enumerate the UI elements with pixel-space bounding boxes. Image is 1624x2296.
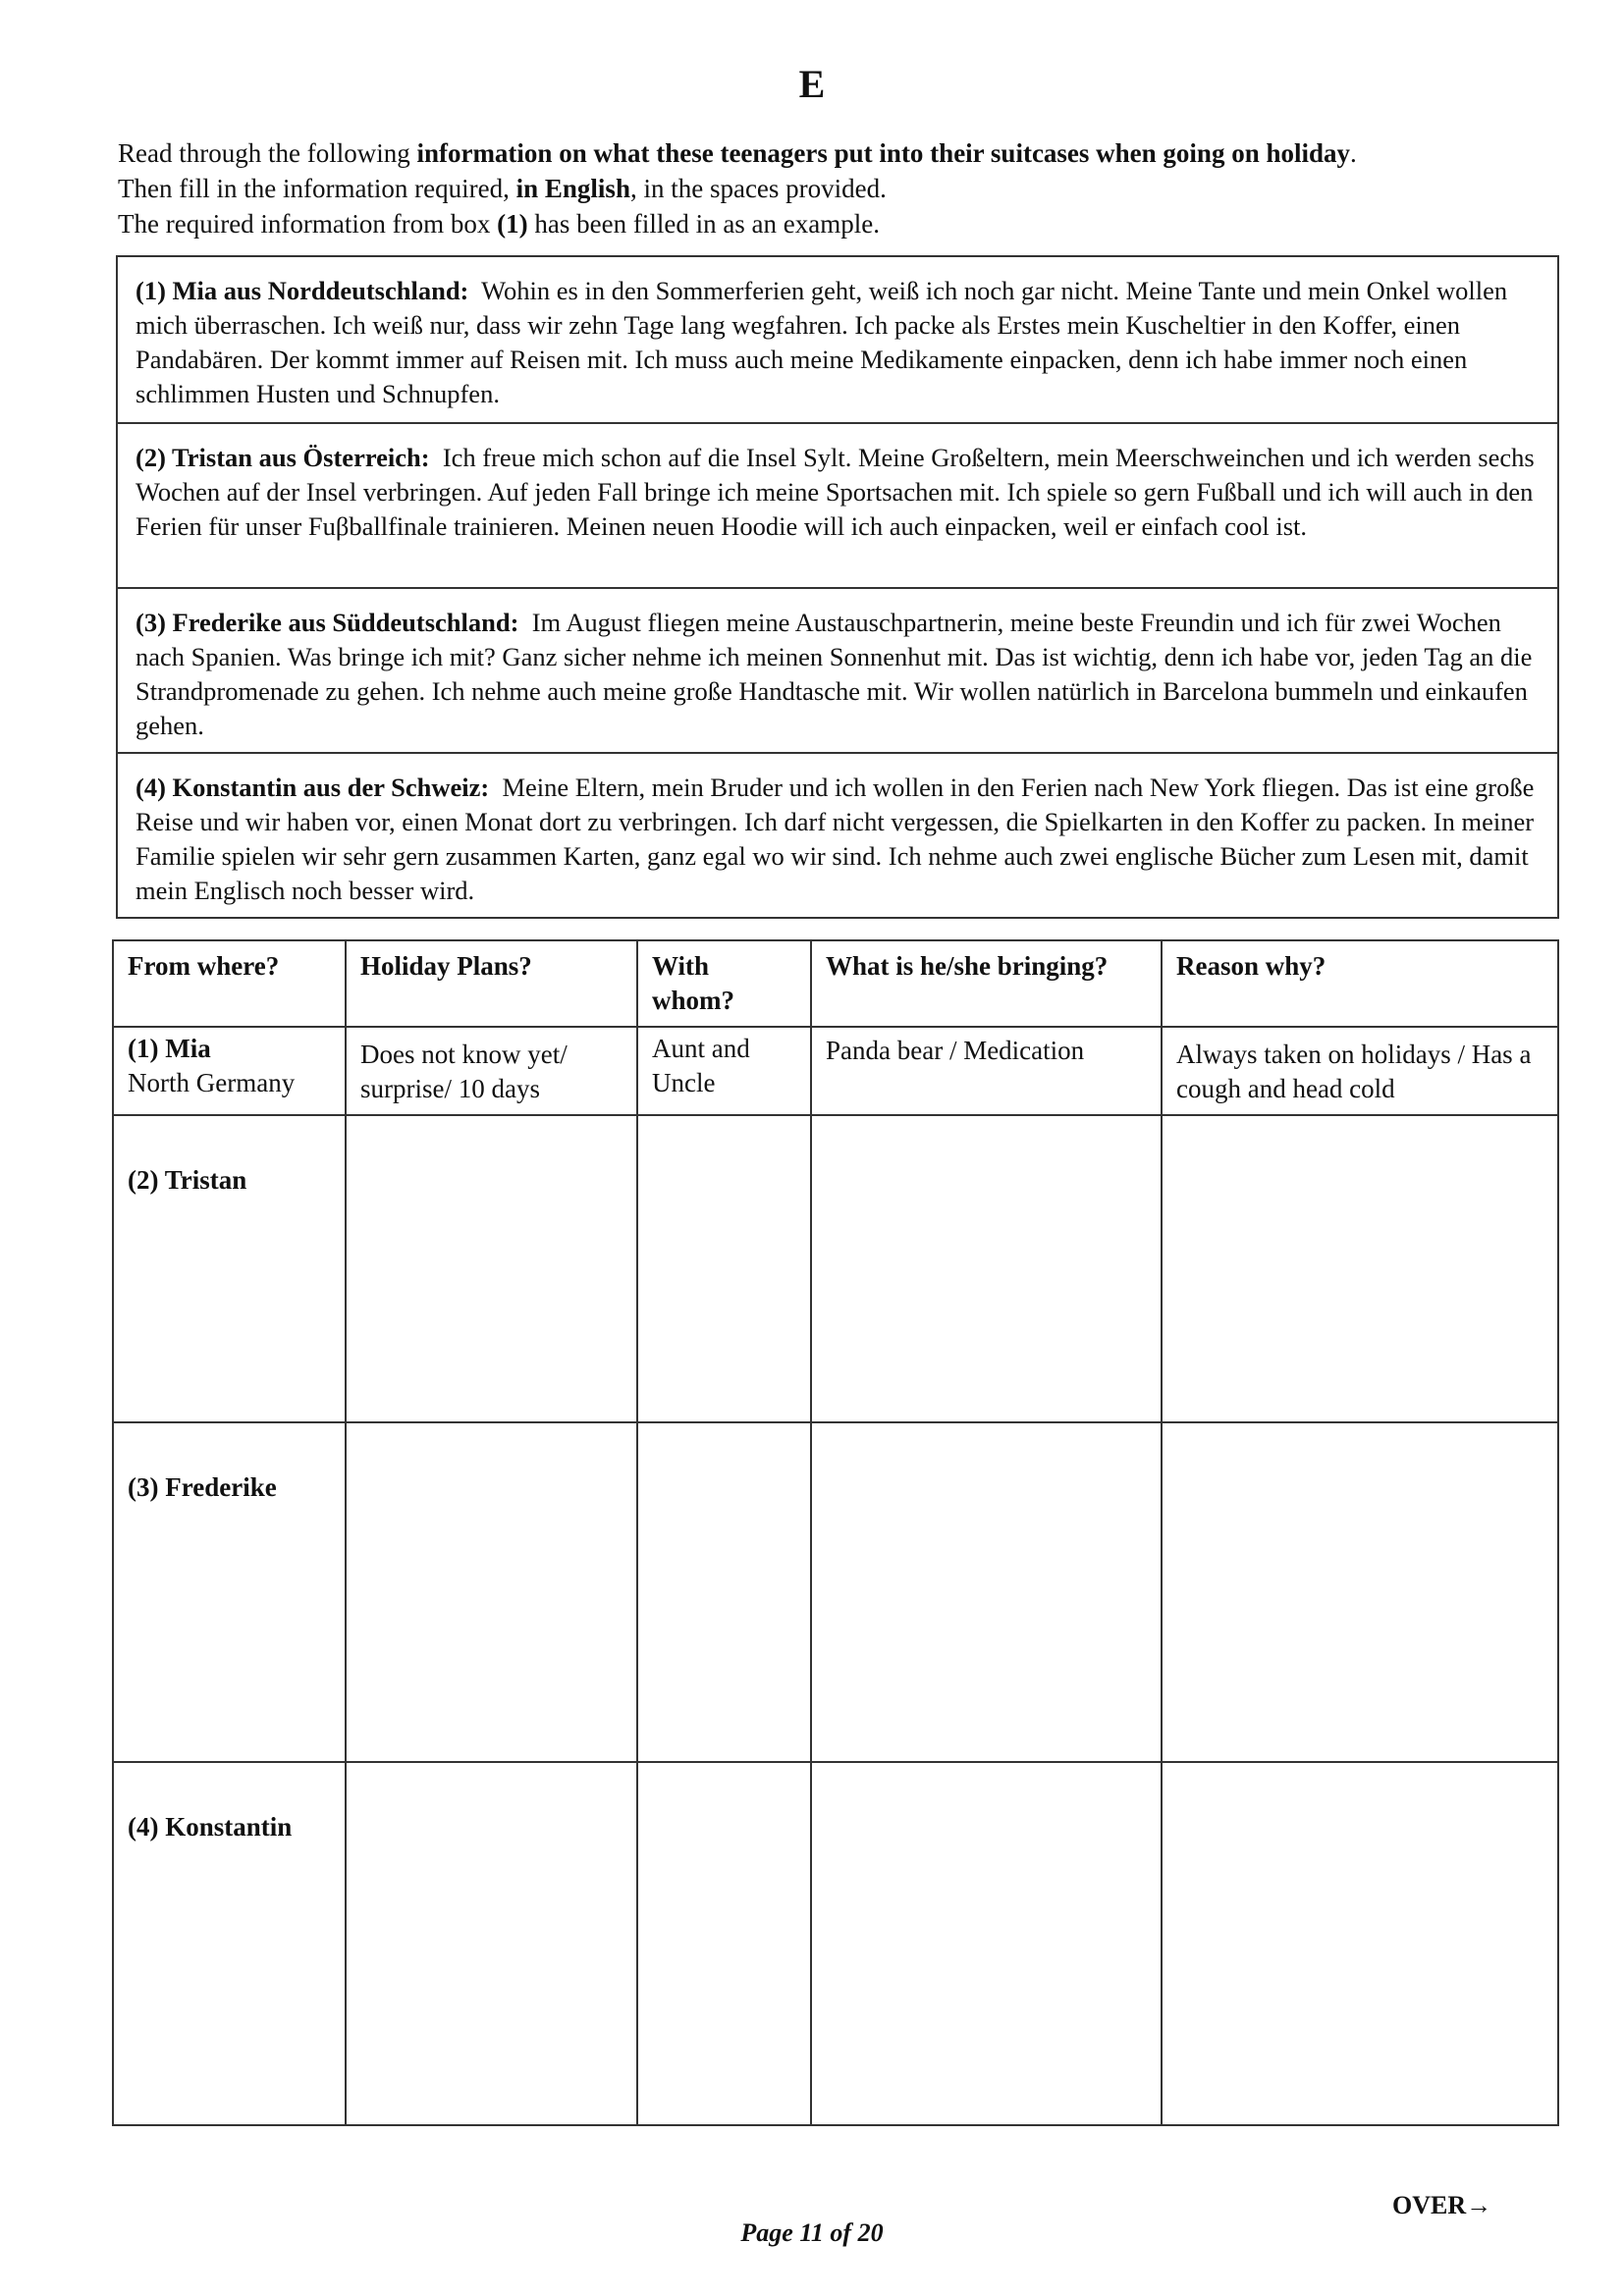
- answer-cell-reason[interactable]: [1162, 1762, 1558, 2125]
- answer-cell-holiday-plans[interactable]: [346, 1422, 637, 1762]
- passage-tristan: (2) Tristan aus Österreich: Ich freue mich schon auf die Insel Sylt. Meine Großeltern, mein Meerschweinchen und ich werden sechs Wochen auf der Insel verbringen. Auf jeden Fall bringe ich meine Sportsachen mit. Ich spiele so gern Fußball und ich will auch in den Ferien für unser Fuβballfinale trainieren. Meinen neuen Hoodie will ich auch einpacken, weil er einfach cool ist.: [118, 422, 1557, 587]
- answer-cell-with-whom[interactable]: [637, 1762, 811, 2125]
- answer-cell-reason[interactable]: [1162, 1115, 1558, 1422]
- header-bringing: What is he/she bringing?: [811, 940, 1162, 1027]
- table-row: [113, 1115, 1558, 1422]
- row-label: (2) Tristan: [113, 1115, 346, 1422]
- instruction-line-2: Then fill in the information required, in English, in the spaces provided.: [118, 174, 887, 203]
- answer-cell-reason[interactable]: [1162, 1422, 1558, 1762]
- answer-cell-bringing[interactable]: [811, 1762, 1162, 2125]
- table-row-example: [113, 1027, 1558, 1115]
- cell-with-whom: Aunt and Uncle: [637, 1027, 811, 1115]
- answer-table: [112, 939, 1559, 2126]
- instructions: [118, 135, 1551, 241]
- reading-passages: [116, 255, 1559, 919]
- answer-cell-holiday-plans[interactable]: [346, 1762, 637, 2125]
- passage-mia: (1) Mia aus Norddeutschland: Wohin es in den Sommerferien geht, weiß ich noch gar nicht. Meine Tante und mein Onkel wollen mich überraschen. Ich weiß nur, dass wir zehn Tage lang wegfahren. Ich packe als Erstes mein Kuscheltier in den Koffer, einen Pandabären. Der kommt immer auf Reisen mit. Ich muss auch meine Medikamente einpacken, denn ich habe immer noch einen schlimmen Husten und Schnupfen.: [135, 276, 1508, 408]
- row-sublabel: North Germany: [128, 1068, 296, 1097]
- answer-cell-bringing[interactable]: [811, 1422, 1162, 1762]
- table-header-row: [113, 940, 1558, 1027]
- passage-konstantin: (4) Konstantin aus der Schweiz: Meine Eltern, mein Bruder und ich wollen in den Ferien nach New York fliegen. Das ist eine große Reise und wir haben vor, einen Monat dort zu verbringen. Ich darf nicht vergessen, die Spielkarten in den Koffer zu packen. In meiner Familie spielen wir sehr gern zusammen Karten, ganz egal wo wir sind. Ich nehme auch zwei englische Bücher zum Lesen mit, damit mein Englisch noch besser wird.: [118, 752, 1557, 917]
- answer-cell-with-whom[interactable]: [637, 1422, 811, 1762]
- row-label: (3) Frederike: [113, 1422, 346, 1762]
- answer-cell-holiday-plans[interactable]: [346, 1115, 637, 1422]
- passage-frederike: (3) Frederike aus Süddeutschland: Im August fliegen meine Austauschpartnerin, meine beste Freundin und ich für zwei Wochen nach Spanien. Was bringe ich mit? Ganz sicher nehme ich meinen Sonnenhut mit. Das ist wichtig, denn ich habe vor, jeden Tag an die Strandpromenade zu gehen. Ich nehme auch meine große Handtasche mit. Wir wollen natürlich in Barcelona bummeln und einkaufen gehen.: [118, 587, 1557, 752]
- cell-holiday-plans: Does not know yet/ surprise/ 10 days: [346, 1027, 637, 1115]
- header-with-whom: With whom?: [637, 940, 811, 1027]
- answer-cell-with-whom[interactable]: [637, 1115, 811, 1422]
- section-letter: E: [798, 62, 826, 106]
- cell-reason: Always taken on holidays / Has a cough and head cold: [1162, 1027, 1558, 1115]
- row-label: (4) Konstantin: [113, 1762, 346, 2125]
- table-row: [113, 1762, 1558, 2125]
- row-label: (1) Mia: [128, 1034, 211, 1063]
- page-number: Page 11 of 20: [740, 2218, 884, 2247]
- instruction-line-3: The required information from box (1) has been filled in as an example.: [118, 209, 880, 239]
- header-from-where: From where?: [113, 940, 346, 1027]
- table-row: [113, 1422, 1558, 1762]
- cell-bringing: Panda bear / Medication: [811, 1027, 1162, 1115]
- header-reason: Reason why?: [1162, 940, 1558, 1027]
- header-holiday-plans: Holiday Plans?: [346, 940, 637, 1027]
- answer-cell-bringing[interactable]: [811, 1115, 1162, 1422]
- instruction-line-1: Read through the following information on what these teenagers put into their suitcases when going on holiday.: [118, 138, 1357, 168]
- over-indicator: OVER→: [1392, 2191, 1492, 2219]
- cell-from-where: [113, 1027, 346, 1115]
